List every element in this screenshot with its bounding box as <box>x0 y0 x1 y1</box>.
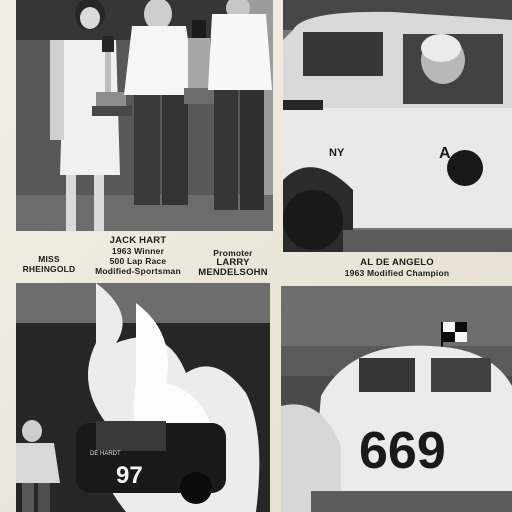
photo-car-669 <box>281 286 512 512</box>
caption-al-de-angelo <box>322 258 472 278</box>
caption-winner-line3: 500 Lap Race <box>109 256 167 266</box>
caption-promoter-title: Promoter <box>213 248 253 258</box>
champion-car-illustration <box>283 0 512 252</box>
caption-promoter-first: LARRY <box>216 257 250 268</box>
car-number-97: 97 <box>116 462 143 489</box>
caption-winner-name: JACK HART <box>109 235 167 246</box>
caption-promoter <box>188 248 278 278</box>
caption-miss-line2: RHEINGOLD <box>22 264 76 274</box>
car-plate-text: NY <box>329 147 345 159</box>
caption-champion-name: AL DE ANGELO <box>360 257 434 268</box>
car-669-illustration <box>281 286 512 512</box>
photo-champion-in-car <box>283 0 512 252</box>
caption-winner-line2: 1963 Winner <box>111 246 165 256</box>
car-name-text: DE HARDT <box>90 451 121 457</box>
car-letter-text: A <box>439 145 451 162</box>
car-fire-illustration <box>16 283 270 512</box>
caption-jack-hart <box>88 236 188 276</box>
trophy-presentation-illustration <box>16 0 273 231</box>
photo-trophy-presentation <box>16 0 273 231</box>
caption-champion-title: 1963 Modified Champion <box>344 268 450 278</box>
caption-miss-rheingold <box>14 254 84 274</box>
caption-promoter-last: MENDELSOHN <box>198 267 268 278</box>
car-number-669: 669 <box>359 422 446 480</box>
caption-miss-line1: MISS <box>38 254 60 264</box>
caption-winner-line4: Modified-Sportsman <box>95 266 181 276</box>
photo-car-fire <box>16 283 270 512</box>
